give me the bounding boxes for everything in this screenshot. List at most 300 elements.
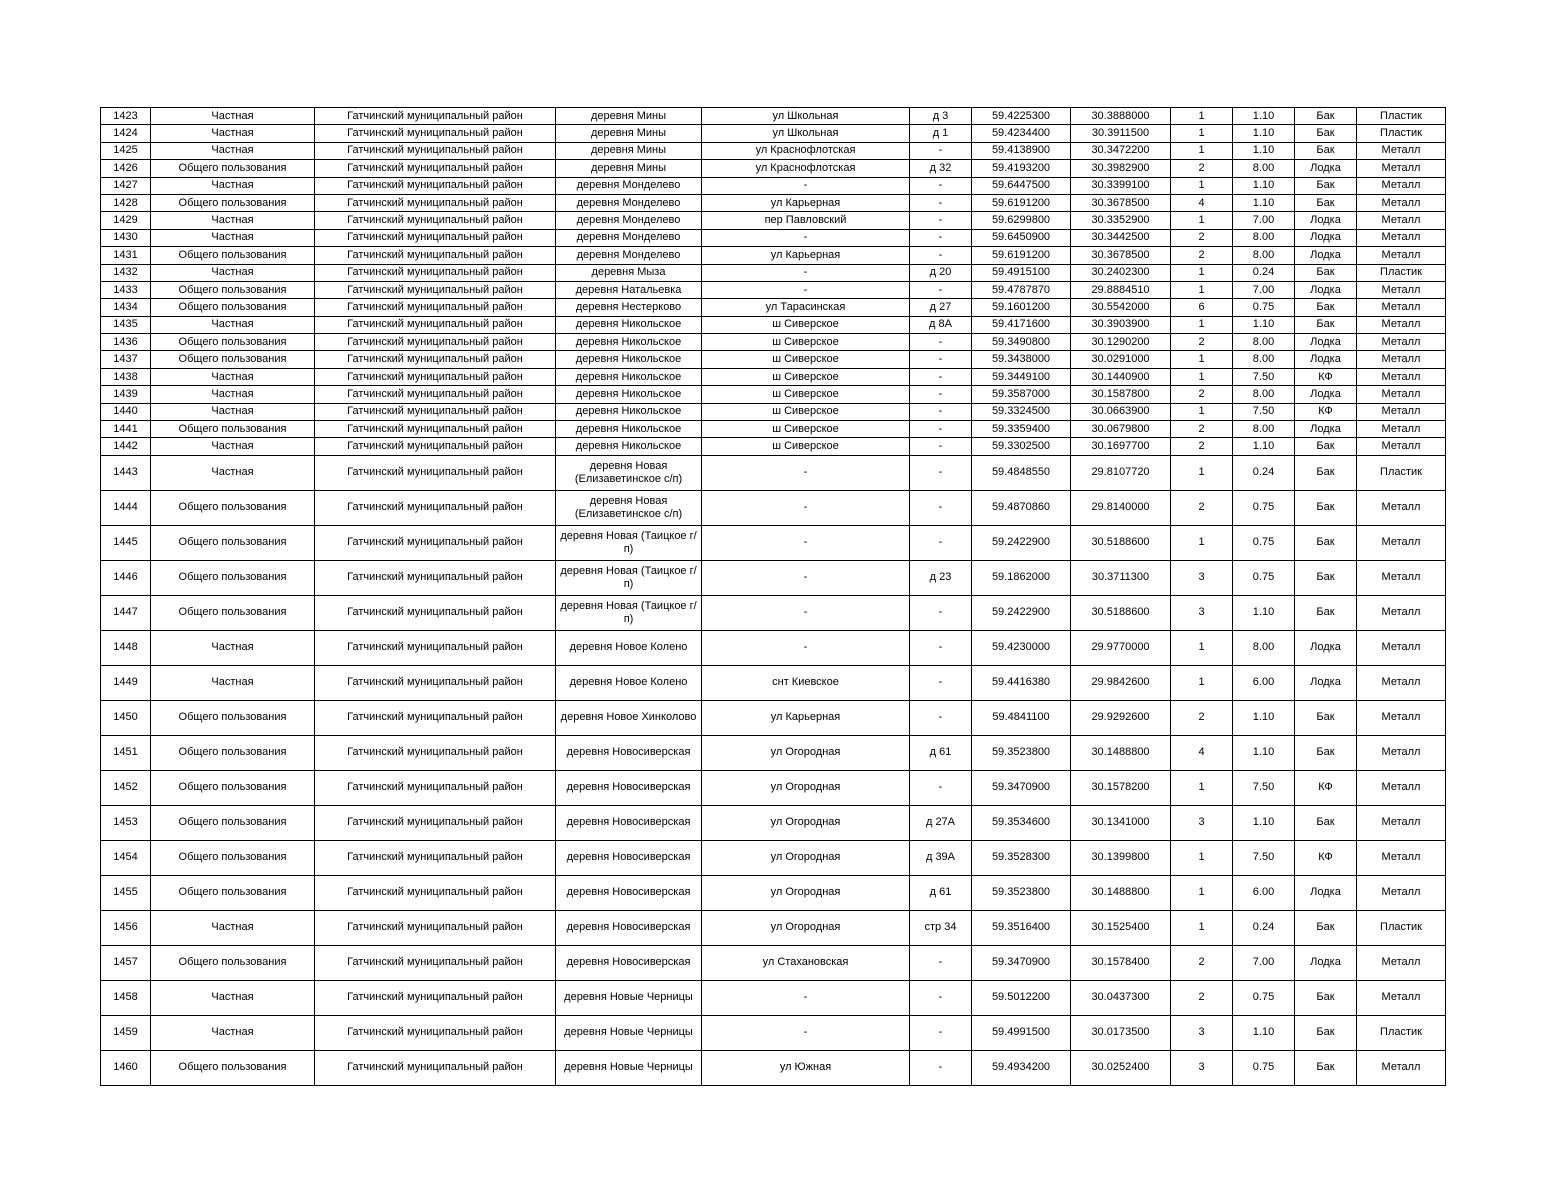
district-cell: Гатчинский муниципальный район bbox=[315, 945, 556, 980]
latitude-cell: 59.4991500 bbox=[972, 1015, 1071, 1050]
material-cell: Пластик bbox=[1357, 455, 1446, 490]
district-cell: Гатчинский муниципальный район bbox=[315, 212, 556, 229]
latitude-cell: 59.3470900 bbox=[972, 945, 1071, 980]
street-cell: ш Сиверское bbox=[702, 316, 910, 333]
ownership-cell: Частная bbox=[151, 386, 315, 403]
ownership-cell: Общего пользования bbox=[151, 735, 315, 770]
container-count-cell: 2 bbox=[1171, 334, 1233, 351]
container-type-cell: Бак bbox=[1295, 264, 1357, 281]
street-cell: - bbox=[702, 560, 910, 595]
container-type-cell: Бак bbox=[1295, 455, 1357, 490]
container-count-cell: 2 bbox=[1171, 438, 1233, 455]
ownership-cell: Частная bbox=[151, 980, 315, 1015]
ownership-cell: Общего пользования bbox=[151, 525, 315, 560]
volume-cell: 1.10 bbox=[1233, 125, 1295, 142]
volume-cell: 8.00 bbox=[1233, 334, 1295, 351]
container-type-cell: КФ bbox=[1295, 770, 1357, 805]
material-cell: Металл bbox=[1357, 316, 1446, 333]
container-count-cell: 2 bbox=[1171, 421, 1233, 438]
container-type-cell: Бак bbox=[1295, 910, 1357, 945]
longitude-cell: 30.5188600 bbox=[1071, 525, 1171, 560]
settlement-cell: деревня Новая (Елизаветинское с/п) bbox=[556, 455, 702, 490]
row-number-cell: 1456 bbox=[101, 910, 151, 945]
row-number-cell: 1428 bbox=[101, 194, 151, 211]
container-type-cell: Бак bbox=[1295, 299, 1357, 316]
street-cell: ул Огородная bbox=[702, 735, 910, 770]
house-cell: - bbox=[910, 177, 972, 194]
container-count-cell: 2 bbox=[1171, 945, 1233, 980]
settlement-cell: деревня Никольское bbox=[556, 421, 702, 438]
material-cell: Металл bbox=[1357, 142, 1446, 159]
street-cell: ул Карьерная bbox=[702, 700, 910, 735]
container-type-cell: Лодка bbox=[1295, 351, 1357, 368]
container-type-cell: Бак bbox=[1295, 125, 1357, 142]
table-row bbox=[101, 194, 1446, 211]
row-number-cell: 1446 bbox=[101, 560, 151, 595]
latitude-cell: 59.4230000 bbox=[972, 630, 1071, 665]
district-cell: Гатчинский муниципальный район bbox=[315, 194, 556, 211]
ownership-cell: Общего пользования bbox=[151, 421, 315, 438]
table-row bbox=[101, 770, 1446, 805]
district-cell: Гатчинский муниципальный район bbox=[315, 264, 556, 281]
volume-cell: 7.50 bbox=[1233, 368, 1295, 385]
row-number-cell: 1424 bbox=[101, 125, 151, 142]
container-count-cell: 1 bbox=[1171, 264, 1233, 281]
latitude-cell: 59.3302500 bbox=[972, 438, 1071, 455]
district-cell: Гатчинский муниципальный район bbox=[315, 108, 556, 125]
table-row bbox=[101, 108, 1446, 125]
district-cell: Гатчинский муниципальный район bbox=[315, 368, 556, 385]
street-cell: - bbox=[702, 229, 910, 246]
container-count-cell: 2 bbox=[1171, 247, 1233, 264]
container-type-cell: Бак bbox=[1295, 108, 1357, 125]
table-row bbox=[101, 910, 1446, 945]
table-row bbox=[101, 805, 1446, 840]
district-cell: Гатчинский муниципальный район bbox=[315, 281, 556, 298]
volume-cell: 1.10 bbox=[1233, 108, 1295, 125]
volume-cell: 1.10 bbox=[1233, 735, 1295, 770]
street-cell: ш Сиверское bbox=[702, 386, 910, 403]
material-cell: Металл bbox=[1357, 560, 1446, 595]
row-number-cell: 1436 bbox=[101, 334, 151, 351]
district-cell: Гатчинский муниципальный район bbox=[315, 247, 556, 264]
district-cell: Гатчинский муниципальный район bbox=[315, 630, 556, 665]
table-row bbox=[101, 665, 1446, 700]
volume-cell: 8.00 bbox=[1233, 351, 1295, 368]
district-cell: Гатчинский муниципальный район bbox=[315, 700, 556, 735]
longitude-cell: 29.9842600 bbox=[1071, 665, 1171, 700]
table-row bbox=[101, 1015, 1446, 1050]
district-cell: Гатчинский муниципальный район bbox=[315, 334, 556, 351]
ownership-cell: Частная bbox=[151, 368, 315, 385]
ownership-cell: Общего пользования bbox=[151, 945, 315, 980]
house-cell: д 39А bbox=[910, 840, 972, 875]
material-cell: Металл bbox=[1357, 194, 1446, 211]
table-row bbox=[101, 316, 1446, 333]
container-type-cell: Лодка bbox=[1295, 875, 1357, 910]
district-cell: Гатчинский муниципальный район bbox=[315, 386, 556, 403]
latitude-cell: 59.3528300 bbox=[972, 840, 1071, 875]
street-cell: ул Тарасинская bbox=[702, 299, 910, 316]
longitude-cell: 30.3903900 bbox=[1071, 316, 1171, 333]
volume-cell: 0.75 bbox=[1233, 490, 1295, 525]
settlement-cell: деревня Монделево bbox=[556, 229, 702, 246]
longitude-cell: 30.1578200 bbox=[1071, 770, 1171, 805]
table-row bbox=[101, 700, 1446, 735]
ownership-cell: Частная bbox=[151, 665, 315, 700]
district-cell: Гатчинский муниципальный район bbox=[315, 595, 556, 630]
container-count-cell: 1 bbox=[1171, 665, 1233, 700]
row-number-cell: 1459 bbox=[101, 1015, 151, 1050]
table-row bbox=[101, 264, 1446, 281]
ownership-cell: Общего пользования bbox=[151, 299, 315, 316]
row-number-cell: 1445 bbox=[101, 525, 151, 560]
ownership-cell: Общего пользования bbox=[151, 770, 315, 805]
ownership-cell: Общего пользования bbox=[151, 281, 315, 298]
container-count-cell: 1 bbox=[1171, 455, 1233, 490]
street-cell: ш Сиверское bbox=[702, 351, 910, 368]
container-count-cell: 4 bbox=[1171, 735, 1233, 770]
row-number-cell: 1423 bbox=[101, 108, 151, 125]
district-cell: Гатчинский муниципальный район bbox=[315, 421, 556, 438]
container-count-cell: 2 bbox=[1171, 980, 1233, 1015]
house-cell: - bbox=[910, 1050, 972, 1085]
district-cell: Гатчинский муниципальный район bbox=[315, 125, 556, 142]
row-number-cell: 1431 bbox=[101, 247, 151, 264]
street-cell: - bbox=[702, 980, 910, 1015]
table-row bbox=[101, 980, 1446, 1015]
district-cell: Гатчинский муниципальный район bbox=[315, 525, 556, 560]
district-cell: Гатчинский муниципальный район bbox=[315, 299, 556, 316]
material-cell: Пластик bbox=[1357, 108, 1446, 125]
container-type-cell: Лодка bbox=[1295, 247, 1357, 264]
longitude-cell: 30.0173500 bbox=[1071, 1015, 1171, 1050]
container-count-cell: 6 bbox=[1171, 299, 1233, 316]
settlement-cell: деревня Новая (Елизаветинское с/п) bbox=[556, 490, 702, 525]
table-row bbox=[101, 840, 1446, 875]
house-cell: д 23 bbox=[910, 560, 972, 595]
material-cell: Металл bbox=[1357, 630, 1446, 665]
row-number-cell: 1427 bbox=[101, 177, 151, 194]
street-cell: ул Огородная bbox=[702, 770, 910, 805]
ownership-cell: Общего пользования bbox=[151, 805, 315, 840]
row-number-cell: 1437 bbox=[101, 351, 151, 368]
house-cell: д 3 bbox=[910, 108, 972, 125]
row-number-cell: 1450 bbox=[101, 700, 151, 735]
material-cell: Металл bbox=[1357, 299, 1446, 316]
settlement-cell: деревня Мины bbox=[556, 142, 702, 159]
table-row bbox=[101, 351, 1446, 368]
latitude-cell: 59.2422900 bbox=[972, 595, 1071, 630]
district-cell: Гатчинский муниципальный район bbox=[315, 980, 556, 1015]
row-number-cell: 1452 bbox=[101, 770, 151, 805]
material-cell: Металл bbox=[1357, 177, 1446, 194]
settlement-cell: деревня Мыза bbox=[556, 264, 702, 281]
latitude-cell: 59.6299800 bbox=[972, 212, 1071, 229]
table-body bbox=[101, 108, 1446, 1086]
table-row bbox=[101, 403, 1446, 420]
volume-cell: 8.00 bbox=[1233, 386, 1295, 403]
row-number-cell: 1435 bbox=[101, 316, 151, 333]
material-cell: Металл bbox=[1357, 595, 1446, 630]
longitude-cell: 30.5188600 bbox=[1071, 595, 1171, 630]
settlement-cell: деревня Монделево bbox=[556, 194, 702, 211]
ownership-cell: Общего пользования bbox=[151, 840, 315, 875]
row-number-cell: 1453 bbox=[101, 805, 151, 840]
row-number-cell: 1454 bbox=[101, 840, 151, 875]
material-cell: Пластик bbox=[1357, 1015, 1446, 1050]
house-cell: - bbox=[910, 945, 972, 980]
ownership-cell: Общего пользования bbox=[151, 490, 315, 525]
house-cell: - bbox=[910, 142, 972, 159]
street-cell: снт Киевское bbox=[702, 665, 910, 700]
settlement-cell: деревня Новые Черницы bbox=[556, 1050, 702, 1085]
settlement-cell: деревня Новосиверская bbox=[556, 945, 702, 980]
settlement-cell: деревня Новосиверская bbox=[556, 875, 702, 910]
material-cell: Металл bbox=[1357, 840, 1446, 875]
district-cell: Гатчинский муниципальный район bbox=[315, 805, 556, 840]
settlement-cell: деревня Никольское bbox=[556, 368, 702, 385]
container-type-cell: Бак bbox=[1295, 194, 1357, 211]
container-count-cell: 1 bbox=[1171, 525, 1233, 560]
longitude-cell: 29.8107720 bbox=[1071, 455, 1171, 490]
street-cell: ул Школьная bbox=[702, 125, 910, 142]
settlement-cell: деревня Новосиверская bbox=[556, 805, 702, 840]
district-cell: Гатчинский муниципальный район bbox=[315, 316, 556, 333]
container-type-cell: Лодка bbox=[1295, 630, 1357, 665]
container-count-cell: 2 bbox=[1171, 229, 1233, 246]
container-type-cell: Лодка bbox=[1295, 212, 1357, 229]
material-cell: Металл bbox=[1357, 438, 1446, 455]
settlement-cell: деревня Никольское bbox=[556, 334, 702, 351]
longitude-cell: 30.3472200 bbox=[1071, 142, 1171, 159]
street-cell: ул Южная bbox=[702, 1050, 910, 1085]
material-cell: Металл bbox=[1357, 490, 1446, 525]
settlement-cell: деревня Никольское bbox=[556, 351, 702, 368]
ownership-cell: Частная bbox=[151, 264, 315, 281]
district-cell: Гатчинский муниципальный район bbox=[315, 455, 556, 490]
volume-cell: 8.00 bbox=[1233, 247, 1295, 264]
ownership-cell: Частная bbox=[151, 910, 315, 945]
table-row bbox=[101, 160, 1446, 177]
latitude-cell: 59.4193200 bbox=[972, 160, 1071, 177]
latitude-cell: 59.6450900 bbox=[972, 229, 1071, 246]
container-sites-table bbox=[100, 107, 1446, 1086]
longitude-cell: 30.0437300 bbox=[1071, 980, 1171, 1015]
settlement-cell: деревня Новое Хинколово bbox=[556, 700, 702, 735]
row-number-cell: 1440 bbox=[101, 403, 151, 420]
table-row bbox=[101, 368, 1446, 385]
table-row bbox=[101, 438, 1446, 455]
house-cell: - bbox=[910, 1015, 972, 1050]
volume-cell: 1.10 bbox=[1233, 194, 1295, 211]
container-count-cell: 1 bbox=[1171, 125, 1233, 142]
material-cell: Металл bbox=[1357, 281, 1446, 298]
house-cell: - bbox=[910, 368, 972, 385]
district-cell: Гатчинский муниципальный район bbox=[315, 1015, 556, 1050]
volume-cell: 7.50 bbox=[1233, 770, 1295, 805]
table-row bbox=[101, 945, 1446, 980]
latitude-cell: 59.3324500 bbox=[972, 403, 1071, 420]
ownership-cell: Общего пользования bbox=[151, 1050, 315, 1085]
latitude-cell: 59.4416380 bbox=[972, 665, 1071, 700]
longitude-cell: 30.1488800 bbox=[1071, 875, 1171, 910]
latitude-cell: 59.3438000 bbox=[972, 351, 1071, 368]
ownership-cell: Общего пользования bbox=[151, 160, 315, 177]
settlement-cell: деревня Никольское bbox=[556, 438, 702, 455]
table-row bbox=[101, 247, 1446, 264]
settlement-cell: деревня Натальевка bbox=[556, 281, 702, 298]
row-number-cell: 1433 bbox=[101, 281, 151, 298]
latitude-cell: 59.4171600 bbox=[972, 316, 1071, 333]
house-cell: - bbox=[910, 630, 972, 665]
longitude-cell: 30.0679800 bbox=[1071, 421, 1171, 438]
longitude-cell: 30.1587800 bbox=[1071, 386, 1171, 403]
row-number-cell: 1438 bbox=[101, 368, 151, 385]
longitude-cell: 30.3442500 bbox=[1071, 229, 1171, 246]
house-cell: - bbox=[910, 403, 972, 420]
container-count-cell: 1 bbox=[1171, 403, 1233, 420]
material-cell: Металл bbox=[1357, 945, 1446, 980]
house-cell: д 20 bbox=[910, 264, 972, 281]
table-row bbox=[101, 875, 1446, 910]
container-type-cell: Бак bbox=[1295, 1050, 1357, 1085]
house-cell: - bbox=[910, 455, 972, 490]
container-count-cell: 1 bbox=[1171, 840, 1233, 875]
container-type-cell: Лодка bbox=[1295, 421, 1357, 438]
container-type-cell: Бак bbox=[1295, 438, 1357, 455]
latitude-cell: 59.4848550 bbox=[972, 455, 1071, 490]
settlement-cell: деревня Новосиверская bbox=[556, 770, 702, 805]
district-cell: Гатчинский муниципальный район bbox=[315, 160, 556, 177]
table-row bbox=[101, 142, 1446, 159]
street-cell: - bbox=[702, 595, 910, 630]
street-cell: ул Карьерная bbox=[702, 247, 910, 264]
row-number-cell: 1444 bbox=[101, 490, 151, 525]
street-cell: - bbox=[702, 525, 910, 560]
settlement-cell: деревня Новое Колено bbox=[556, 630, 702, 665]
street-cell: ш Сиверское bbox=[702, 403, 910, 420]
volume-cell: 6.00 bbox=[1233, 665, 1295, 700]
table-row bbox=[101, 125, 1446, 142]
district-cell: Гатчинский муниципальный район bbox=[315, 490, 556, 525]
volume-cell: 7.00 bbox=[1233, 281, 1295, 298]
district-cell: Гатчинский муниципальный район bbox=[315, 403, 556, 420]
container-type-cell: Бак bbox=[1295, 595, 1357, 630]
longitude-cell: 29.9292600 bbox=[1071, 700, 1171, 735]
latitude-cell: 59.4138900 bbox=[972, 142, 1071, 159]
longitude-cell: 30.1578400 bbox=[1071, 945, 1171, 980]
street-cell: ул Карьерная bbox=[702, 194, 910, 211]
container-type-cell: Лодка bbox=[1295, 945, 1357, 980]
street-cell: - bbox=[702, 264, 910, 281]
volume-cell: 1.10 bbox=[1233, 595, 1295, 630]
table-row bbox=[101, 386, 1446, 403]
longitude-cell: 30.3352900 bbox=[1071, 212, 1171, 229]
latitude-cell: 59.3516400 bbox=[972, 910, 1071, 945]
longitude-cell: 30.1440900 bbox=[1071, 368, 1171, 385]
house-cell: - bbox=[910, 665, 972, 700]
ownership-cell: Общего пользования bbox=[151, 700, 315, 735]
settlement-cell: деревня Новосиверская bbox=[556, 840, 702, 875]
street-cell: - bbox=[702, 1015, 910, 1050]
container-type-cell: Бак bbox=[1295, 525, 1357, 560]
longitude-cell: 30.1697700 bbox=[1071, 438, 1171, 455]
table-row bbox=[101, 735, 1446, 770]
house-cell: - bbox=[910, 334, 972, 351]
house-cell: - bbox=[910, 421, 972, 438]
district-cell: Гатчинский муниципальный район bbox=[315, 770, 556, 805]
street-cell: ш Сиверское bbox=[702, 334, 910, 351]
volume-cell: 0.75 bbox=[1233, 525, 1295, 560]
latitude-cell: 59.3449100 bbox=[972, 368, 1071, 385]
house-cell: - bbox=[910, 247, 972, 264]
table-row bbox=[101, 334, 1446, 351]
material-cell: Металл bbox=[1357, 247, 1446, 264]
table-row bbox=[101, 525, 1446, 560]
volume-cell: 7.50 bbox=[1233, 840, 1295, 875]
row-number-cell: 1430 bbox=[101, 229, 151, 246]
material-cell: Металл bbox=[1357, 770, 1446, 805]
house-cell: - bbox=[910, 351, 972, 368]
row-number-cell: 1426 bbox=[101, 160, 151, 177]
settlement-cell: деревня Мины bbox=[556, 160, 702, 177]
longitude-cell: 30.3678500 bbox=[1071, 194, 1171, 211]
ownership-cell: Общего пользования bbox=[151, 875, 315, 910]
settlement-cell: деревня Новая (Таицкое г/п) bbox=[556, 595, 702, 630]
material-cell: Металл bbox=[1357, 735, 1446, 770]
longitude-cell: 30.3399100 bbox=[1071, 177, 1171, 194]
ownership-cell: Частная bbox=[151, 630, 315, 665]
container-count-cell: 3 bbox=[1171, 595, 1233, 630]
row-number-cell: 1455 bbox=[101, 875, 151, 910]
row-number-cell: 1434 bbox=[101, 299, 151, 316]
container-count-cell: 2 bbox=[1171, 386, 1233, 403]
row-number-cell: 1432 bbox=[101, 264, 151, 281]
material-cell: Металл bbox=[1357, 805, 1446, 840]
ownership-cell: Общего пользования bbox=[151, 351, 315, 368]
longitude-cell: 30.1399800 bbox=[1071, 840, 1171, 875]
longitude-cell: 30.2402300 bbox=[1071, 264, 1171, 281]
container-type-cell: Лодка bbox=[1295, 386, 1357, 403]
longitude-cell: 30.1341000 bbox=[1071, 805, 1171, 840]
container-count-cell: 2 bbox=[1171, 700, 1233, 735]
longitude-cell: 30.1488800 bbox=[1071, 735, 1171, 770]
latitude-cell: 59.6447500 bbox=[972, 177, 1071, 194]
material-cell: Металл bbox=[1357, 665, 1446, 700]
house-cell: д 27 bbox=[910, 299, 972, 316]
container-count-cell: 1 bbox=[1171, 630, 1233, 665]
street-cell: ш Сиверское bbox=[702, 421, 910, 438]
longitude-cell: 30.3711300 bbox=[1071, 560, 1171, 595]
material-cell: Металл bbox=[1357, 351, 1446, 368]
street-cell: ул Огородная bbox=[702, 840, 910, 875]
container-type-cell: Бак bbox=[1295, 700, 1357, 735]
house-cell: д 8А bbox=[910, 316, 972, 333]
table-row bbox=[101, 421, 1446, 438]
volume-cell: 1.10 bbox=[1233, 177, 1295, 194]
row-number-cell: 1448 bbox=[101, 630, 151, 665]
latitude-cell: 59.2422900 bbox=[972, 525, 1071, 560]
latitude-cell: 59.4870860 bbox=[972, 490, 1071, 525]
latitude-cell: 59.3359400 bbox=[972, 421, 1071, 438]
latitude-cell: 59.4787870 bbox=[972, 281, 1071, 298]
settlement-cell: деревня Новосиверская bbox=[556, 910, 702, 945]
street-cell: пер Павловский bbox=[702, 212, 910, 229]
longitude-cell: 30.0252400 bbox=[1071, 1050, 1171, 1085]
container-type-cell: Лодка bbox=[1295, 229, 1357, 246]
material-cell: Металл bbox=[1357, 212, 1446, 229]
